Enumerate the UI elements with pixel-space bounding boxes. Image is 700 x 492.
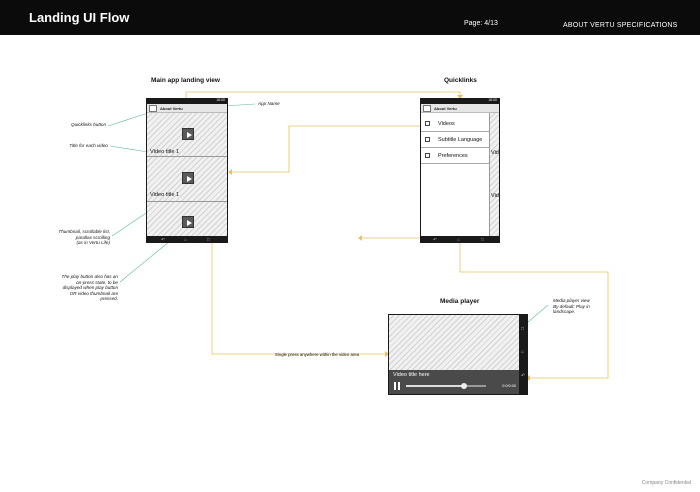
note-line: Thumbnail, scrollable list, — [58, 229, 110, 234]
app-name-label: About Vertu — [434, 105, 457, 111]
video-title: Video title here — [393, 372, 430, 378]
video-thumbnail[interactable] — [147, 157, 227, 202]
home-icon[interactable]: ⌂ — [457, 237, 460, 242]
player-controls — [389, 370, 519, 394]
menu-item-subtitle-language[interactable] — [421, 132, 489, 148]
nav-bar — [421, 236, 499, 243]
note-line: parallax scrolling — [75, 234, 110, 240]
main-app-phone — [146, 98, 228, 243]
videos-icon — [425, 121, 430, 126]
annotation-line-play — [120, 241, 170, 282]
note-app-name: App Name — [258, 101, 280, 106]
page-number: Page: 4/13 — [464, 20, 498, 27]
note-line: pressed. — [100, 296, 118, 301]
recents-icon[interactable]: □ — [481, 237, 484, 242]
subtitle-icon — [425, 137, 430, 142]
quicklinks-button[interactable] — [423, 105, 431, 112]
peek-label: Vid — [491, 150, 499, 156]
seek-handle[interactable] — [461, 383, 467, 389]
annotation-line-quicklinks — [108, 113, 148, 126]
video-area[interactable] — [389, 315, 519, 394]
time-readout: 0:0/0:00 — [502, 384, 516, 388]
seek-bar[interactable] — [406, 385, 486, 387]
annotation-line-title — [110, 146, 148, 152]
menu-item-videos[interactable] — [421, 116, 489, 132]
arrow-head — [228, 169, 232, 175]
menu-item-preferences[interactable] — [421, 148, 489, 164]
home-icon[interactable]: ⌂ — [521, 349, 525, 355]
pause-icon — [398, 382, 400, 390]
video-thumbnail[interactable] — [147, 202, 227, 236]
note-line: Media player view — [553, 298, 590, 303]
note-line: on-press state, to be — [76, 279, 118, 285]
play-button[interactable] — [182, 216, 194, 228]
media-nav-bar — [520, 314, 528, 395]
app-name-label: About Vertu — [160, 105, 183, 111]
video-title: Video title 1 — [150, 192, 180, 198]
connector-main-to-media — [212, 242, 388, 354]
note-single-press: Single press anywhere within the video area — [275, 352, 360, 357]
back-icon[interactable]: ↶ — [433, 237, 437, 242]
menu-item-label: Subtitle Language — [438, 136, 483, 143]
back-icon[interactable]: ↶ — [521, 373, 526, 379]
note-line: OR video thumbnail are — [69, 290, 118, 296]
section-title: ABOUT VERTU SPECIFICATIONS — [563, 22, 678, 29]
back-icon[interactable]: ↶ — [161, 237, 165, 242]
note-quicklinks-button: Quicklinks button — [71, 122, 106, 127]
note-media-view — [553, 298, 590, 315]
note-play-state — [30, 274, 118, 302]
seek-progress — [406, 385, 464, 387]
app-bar — [147, 104, 227, 113]
recents-icon[interactable]: □ — [207, 237, 210, 242]
home-icon[interactable]: ⌂ — [184, 237, 187, 242]
play-button[interactable] — [182, 172, 194, 184]
video-thumbnail[interactable] — [147, 113, 227, 157]
note-title-each: Title for each video — [69, 143, 108, 148]
heading-main-app: Main app landing view — [151, 77, 220, 84]
arrow-head — [358, 235, 362, 241]
main-app-screen — [147, 98, 227, 243]
status-time: 18:00 — [216, 98, 225, 102]
video-title: Video title 1 — [150, 149, 180, 155]
media-player-phone — [388, 314, 528, 395]
footer-confidential: Company Confidential — [641, 480, 691, 486]
recents-icon[interactable]: □ — [521, 326, 525, 332]
heading-quicklinks: Quicklinks — [444, 77, 477, 84]
page-title: Landing UI Flow — [29, 10, 130, 25]
nav-bar — [147, 236, 227, 243]
annotation-line-media — [528, 305, 548, 322]
note-line: landscape. — [553, 309, 576, 314]
peek-label: Vid — [491, 193, 499, 199]
play-button[interactable] — [182, 128, 194, 140]
note-line: displayed when play button — [62, 285, 118, 290]
note-line: (as in Vertu Life) — [76, 240, 110, 245]
peek-content — [489, 113, 499, 236]
quicklinks-button[interactable] — [149, 105, 157, 112]
quicklinks-phone — [420, 98, 500, 243]
heading-media-player: Media player — [440, 298, 480, 305]
menu-item-label: Preferences — [438, 152, 468, 159]
preferences-icon — [425, 153, 430, 158]
menu-item-label: Videos — [438, 120, 455, 127]
pause-icon[interactable] — [394, 382, 396, 390]
note-line: By default: Play in — [553, 303, 590, 309]
connector-videos-to-main — [230, 126, 420, 172]
note-thumbnail — [30, 229, 110, 246]
app-bar — [421, 104, 499, 113]
quicklinks-screen — [421, 98, 499, 243]
status-time: 18:00 — [488, 98, 497, 102]
note-line: The play button also has an — [61, 274, 118, 279]
